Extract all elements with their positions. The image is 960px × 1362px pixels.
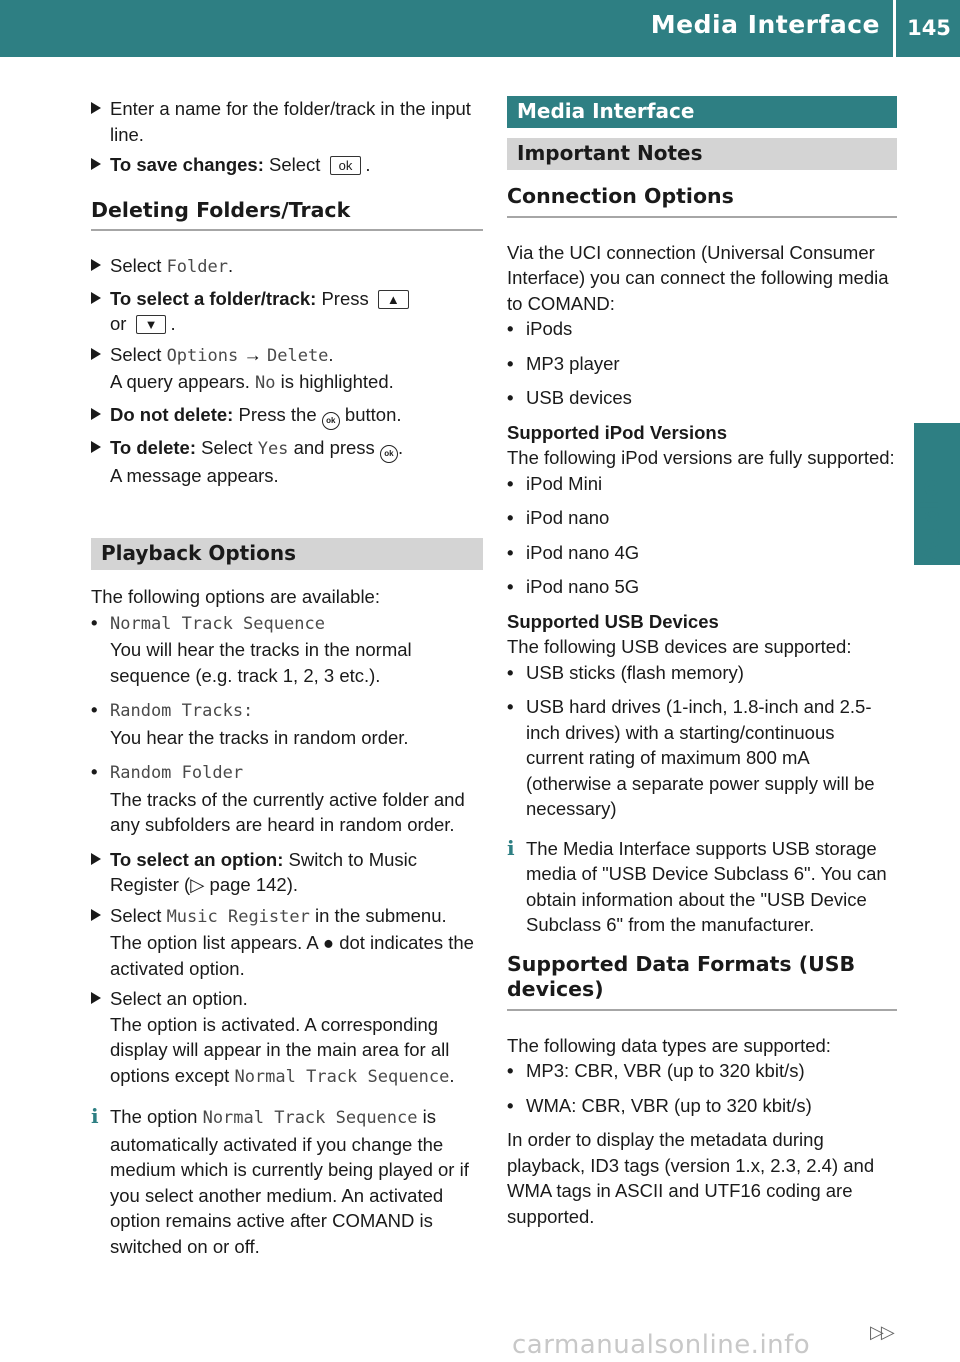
ok-key-icon: ok (330, 156, 362, 175)
subheading-usb: Supported USB Devices (507, 610, 719, 632)
step-arrow-icon (91, 158, 101, 170)
step-arrow-icon (91, 909, 101, 921)
ok-button-icon: ok (322, 412, 340, 430)
heading-formats: Supported Data Formats (USB devices) (507, 952, 897, 1011)
heading-connection: Connection Options (507, 184, 897, 218)
page-section-title: Media Interface (650, 10, 880, 39)
list-item: • MP3 player (507, 352, 620, 374)
side-tab-label: Audio (915, 479, 945, 561)
list-item: • Random Folder The tracks of the currently active folder and any subfolders are heard in random order. (91, 761, 465, 835)
info-icon: i (507, 835, 515, 860)
step-item: To delete: Select Yes and press ok . A message appears. (91, 435, 483, 489)
section-band-important-notes: Important Notes (507, 138, 897, 170)
step-item: Do not delete: Press the ok button. (91, 402, 483, 430)
step-arrow-icon (91, 259, 101, 271)
list-item: • Random Tracks: You hear the tracks in random order. (91, 699, 409, 748)
list-item: • MP3: CBR, VBR (up to 320 kbit/s) (507, 1060, 805, 1081)
step-item: Select Folder. (91, 253, 483, 281)
step-arrow-icon (91, 348, 101, 360)
step-item: Select Options → Delete. A query appears. No is highlighted. (91, 342, 483, 397)
page-number: 145 (907, 16, 951, 40)
list-item: • WMA: CBR, VBR (up to 320 kbit/s) (507, 1094, 812, 1116)
step-arrow-icon (91, 292, 101, 304)
continue-arrows-icon: ▷▷ (870, 1322, 892, 1342)
down-key-icon: ▼ (136, 315, 167, 334)
usb-text: The following USB devices are supported: (507, 636, 852, 657)
section-band-playback: Playback Options (91, 538, 483, 570)
step-arrow-icon (91, 992, 101, 1004)
list-item: • USB sticks (flash memory) (507, 661, 744, 683)
list-item: • iPod nano 4G (507, 541, 640, 563)
step-item: To select an option: Switch to Music Register (▷ page 142). (91, 847, 483, 898)
list-item: • iPod nano 5G (507, 576, 640, 597)
step-arrow-icon (91, 408, 101, 420)
step-arrow-icon (91, 853, 101, 865)
connection-text: Via the UCI connection (Universal Consumer Interface) you can connect the following media to COMAND: (507, 241, 889, 314)
formats-tail: In order to display the metadata during playback, ID3 tags (version 1.x, 2.3, 2.4) and WMA tags in ASCII and UTF16 coding are supported. (507, 1129, 875, 1227)
heading-deleting: Deleting Folders/Track (91, 198, 483, 232)
info-icon: i (91, 1104, 99, 1128)
list-item: • iPods (507, 318, 573, 339)
info-note: i The Media Interface supports USB storage media of "USB Device Subclass 6". You can obtain information about the "USB Device Subclass 6" from the manufacturer. (507, 835, 887, 935)
arrow-right-icon: → (243, 343, 262, 365)
right-column (507, 96, 897, 1229)
step-item: To select a folder/track: Press ▲ or ▼ . (91, 286, 483, 337)
ipod-text: The following iPod versions are fully supported: (507, 447, 895, 468)
subheading-ipod: Supported iPod Versions (507, 421, 727, 443)
list-item: • USB devices (507, 387, 632, 408)
step-item: Enter a name for the folder/track in the input line. (91, 96, 483, 147)
playback-intro: The following options are available: (91, 586, 380, 607)
list-item: • Normal Track Sequence You will hear the tracks in the normal sequence (e.g. track 1, 2, 3 etc.). (91, 611, 412, 686)
up-key-icon: ▲ (378, 290, 409, 309)
watermark: carmanualsonline.info (512, 1330, 811, 1360)
header-divider (893, 0, 896, 57)
ok-button-icon: ok (380, 445, 398, 463)
step-item: To save changes: Select ok . (91, 152, 483, 178)
info-note: i The option Normal Track Sequence is automatically activated if you change the medium which is currently being played or if you select another medium. An activated option remains active after COMAND is switched on or off. (91, 1104, 469, 1257)
step-item: Select Music Register in the submenu. The option list appears. A ● dot indicates the activated option. (91, 903, 483, 982)
section-band-media-interface: Media Interface (507, 96, 897, 128)
step-arrow-icon (91, 441, 101, 453)
left-column (91, 96, 483, 1259)
step-item: Select an option. The option is activated. A corresponding display will appear in the main area for all options except Normal Track Sequence. (91, 986, 483, 1090)
formats-text: The following data types are supported: (507, 1034, 831, 1056)
step-arrow-icon (91, 102, 101, 114)
list-item: • iPod Mini (507, 472, 603, 494)
list-item: • iPod nano (507, 507, 610, 528)
list-item: • USB hard drives (1-inch, 1.8-inch and 2.5-inch drives) with a starting/continuous current rating of maximum 800 mA (otherwise a separate power supply will be necessary) (507, 696, 875, 819)
